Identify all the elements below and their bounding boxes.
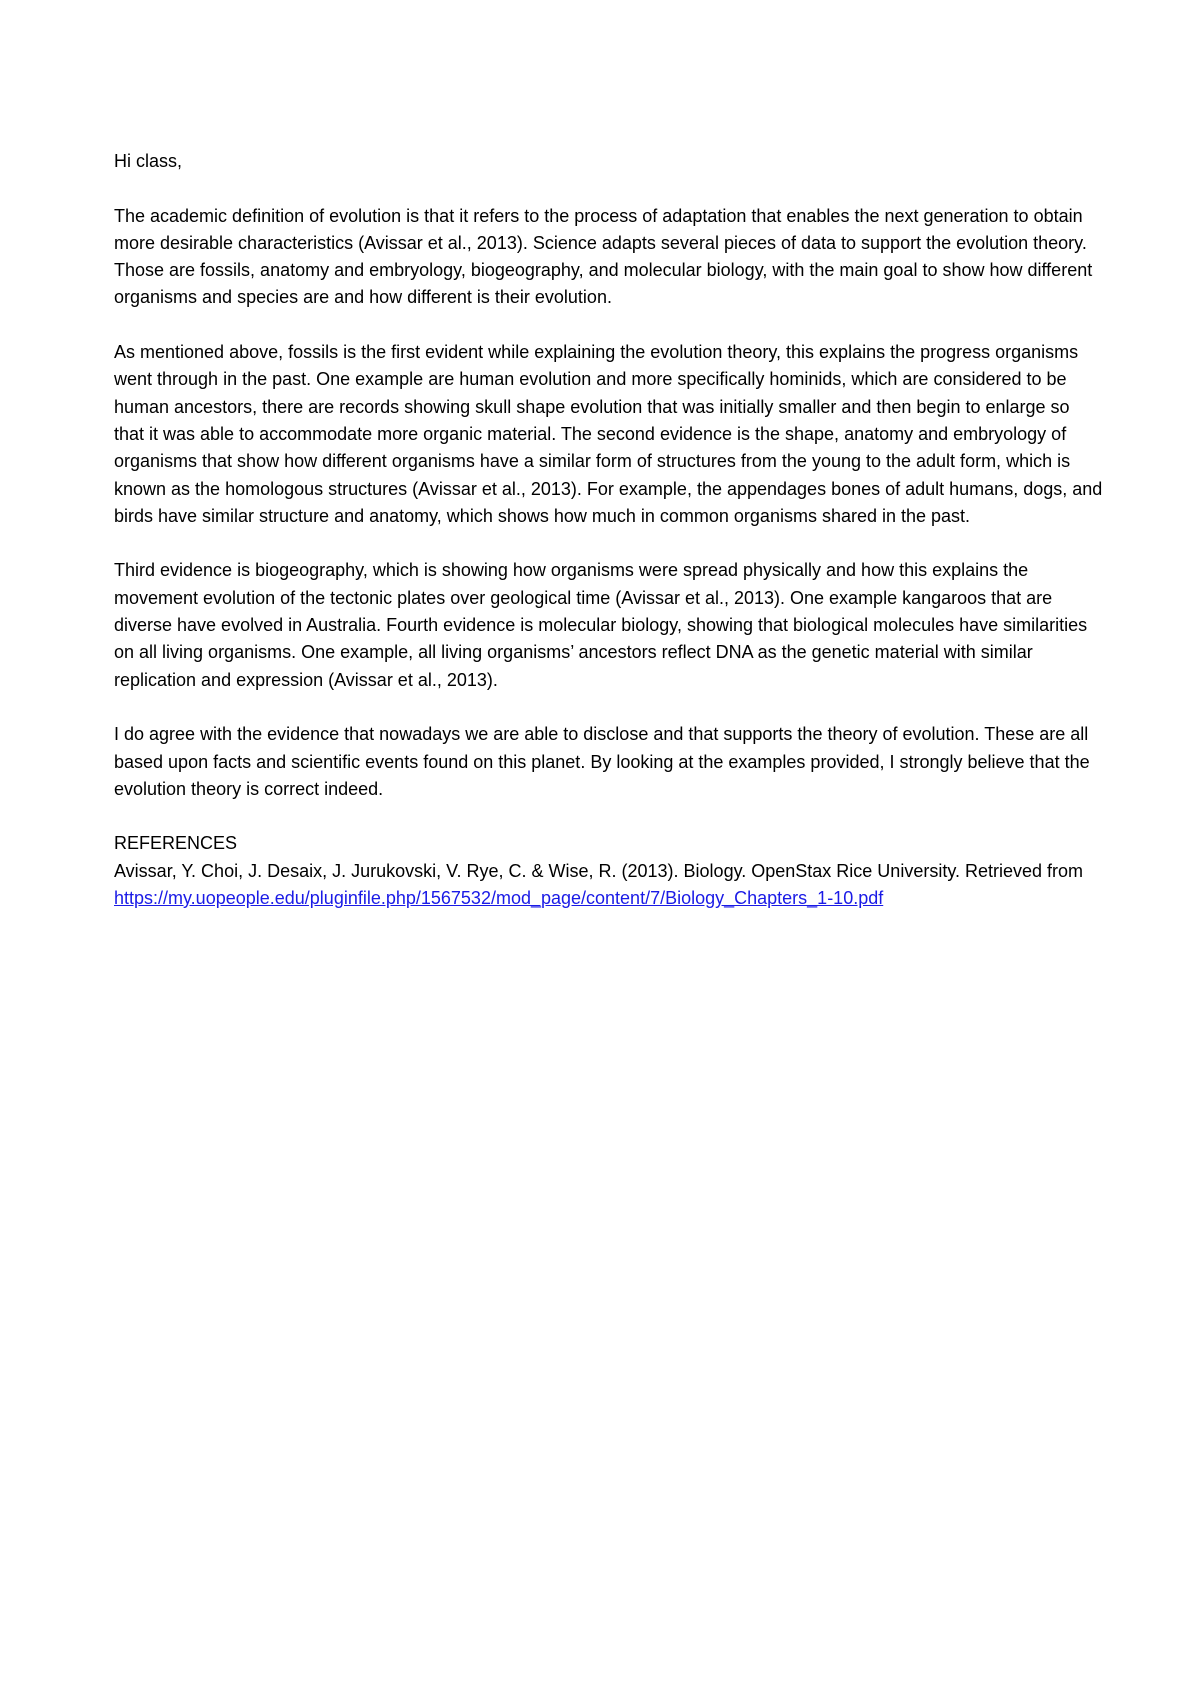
paragraph-conclusion: I do agree with the evidence that nowadays we are able to disclose and that supports the theory of evolution. These are all based upon facts and scientific events found on this planet. By looking at the examples provided, I strongly believe that the evolution theory is correct indeed.	[114, 724, 1090, 799]
document-body	[114, 148, 1104, 912]
greeting: Hi class,	[114, 151, 183, 171]
reference-link[interactable]: https://my.uopeople.edu/pluginfile.php/1567532/mod_page/content/7/Biology_Chapters_1-10.pdf	[114, 888, 884, 909]
reference-link-line	[114, 885, 1104, 912]
reference-citation: Avissar, Y. Choi, J. Desaix, J. Jurukovski, V. Rye, C. & Wise, R. (2013). Biology. OpenStax Rice University. Retrieved from	[114, 860, 1084, 881]
paragraph-definition: The academic definition of evolution is that it refers to the process of adaptation that enables the next generation to obtain more desirable characteristics (Avissar et al., 2013). Science adapts several pieces of data to support the evolution theory. Those are fossils, anatomy and embryology, biogeography, and molecular biology, with the main goal to show how different organisms and species are and how different is their evolution.	[114, 205, 1093, 308]
references-heading: REFERENCES	[114, 833, 238, 854]
paragraph-fossils-anatomy: As mentioned above, fossils is the first evident while explaining the evolution theory, this explains the progress organisms went through in the past. One example are human evolution and more specifically hominids, which are considered to be human ancestors, there are records showing skull shape evolution that was initially smaller and then begin to enlarge so that it was able to accommodate more organic material. The second evidence is the shape, anatomy and embryology of organisms that show how different organisms have a similar form of structures from the young to the adult form, which is known as the homologous structures (Avissar et al., 2013). For example, the appendages bones of adult humans, dogs, and birds have similar structure and anatomy, which shows how much in common organisms shared in the past.	[114, 342, 1103, 526]
references-section	[114, 830, 1104, 912]
paragraph-biogeography-molecular: Third evidence is biogeography, which is showing how organisms were spread physically and how this explains the movement evolution of the tectonic plates over geological time (Avissar et al., 2013). One example kangaroos that are diverse have evolved in Australia. Fourth evidence is molecular biology, showing that biological molecules have similarities on all living organisms. One example, all living organisms’ ancestors reflect DNA as the genetic material with similar replication and expression (Avissar et al., 2013).	[114, 560, 1088, 690]
